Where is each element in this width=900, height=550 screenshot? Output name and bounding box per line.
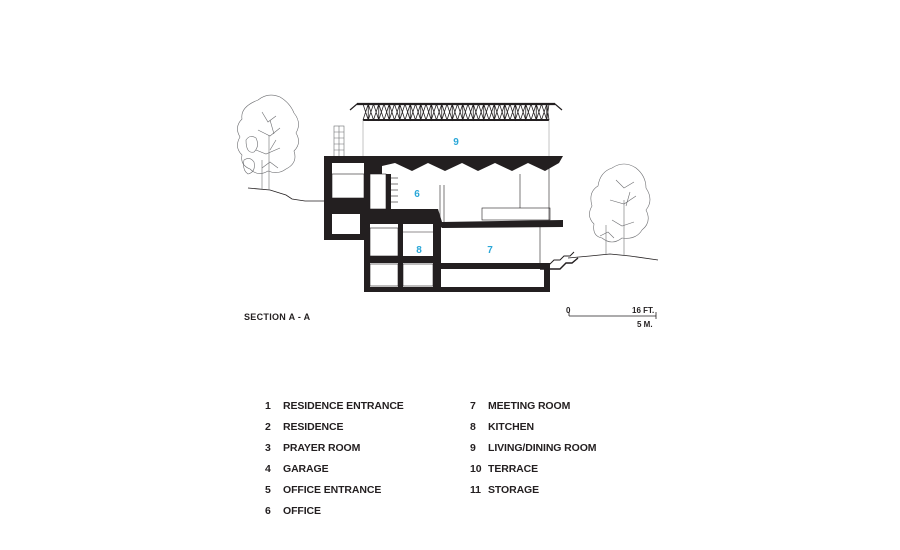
legend-right <box>470 400 670 510</box>
scale-feet: 16 FT. <box>632 306 655 315</box>
building-section <box>324 156 563 292</box>
legend-number: 11 <box>470 484 481 496</box>
legend-number: 3 <box>265 442 271 454</box>
section-title: SECTION A - A <box>244 312 311 322</box>
room-number-kitchen: 8 <box>416 245 422 256</box>
legend-label: OFFICE <box>283 505 321 517</box>
legend-number: 1 <box>265 400 271 412</box>
legend-label: KITCHEN <box>488 421 534 433</box>
legend-number: 2 <box>265 421 271 433</box>
legend-number: 8 <box>470 421 476 433</box>
legend-label: TERRACE <box>488 463 539 475</box>
tree-left <box>237 95 298 190</box>
legend-number: 9 <box>470 442 476 454</box>
legend-label: RESIDENCE <box>283 421 344 433</box>
scale-meters: 5 M. <box>637 320 653 329</box>
legend-label: GARAGE <box>283 463 329 475</box>
legend-label: RESIDENCE ENTRANCE <box>283 400 404 412</box>
chimney-sculpture <box>334 126 344 158</box>
legend-label: PRAYER ROOM <box>283 442 361 454</box>
legend-number: 10 <box>470 463 482 475</box>
legend-number: 4 <box>265 463 271 475</box>
tree-right <box>589 164 650 256</box>
roof-truss <box>350 104 562 158</box>
legend-label: LIVING/DINING ROOM <box>488 442 597 454</box>
scale-bar <box>566 306 656 329</box>
legend-number: 5 <box>265 484 271 496</box>
legend-label: STORAGE <box>488 484 540 496</box>
scale-zero: 0 <box>566 306 571 315</box>
legend-number: 7 <box>470 400 476 412</box>
legend-number: 6 <box>265 505 271 517</box>
legend-label: MEETING ROOM <box>488 400 571 412</box>
room-number-meeting: 7 <box>487 245 493 256</box>
legend-left <box>265 400 465 530</box>
room-number-living: 9 <box>453 137 459 148</box>
room-number-office: 6 <box>414 189 420 200</box>
legend-label: OFFICE ENTRANCE <box>283 484 382 496</box>
